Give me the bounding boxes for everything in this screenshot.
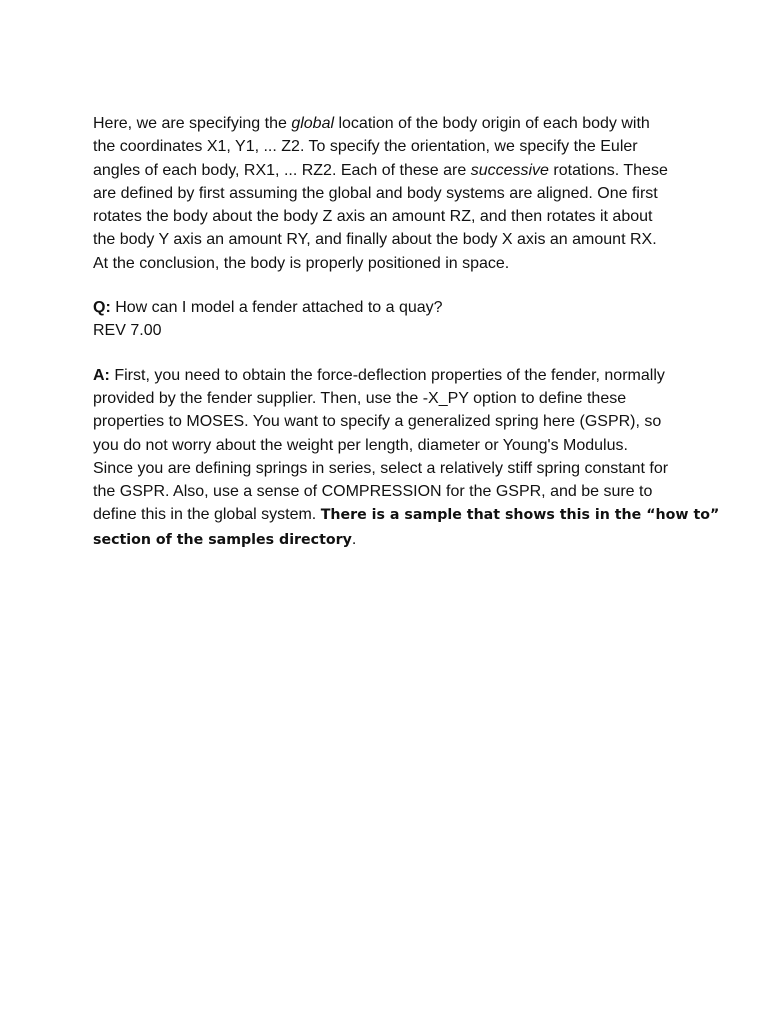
paragraph-line [93, 112, 693, 135]
answer-line: you do not worry about the weight per length, diameter or Young's Modulus. [93, 436, 628, 454]
sample-note: section of the samples directory [93, 531, 352, 548]
answer-line: provided by the fender supplier. Then, use the -X_PY option to define these [93, 389, 627, 407]
answer-line: Since you are defining springs in series, select a relatively stiff spring constant for [93, 459, 669, 477]
paragraph-line: are defined by first assuming the global and body systems are aligned. One first [93, 184, 658, 202]
answer-line: properties to MOSES. You want to specify a generalized spring here (GSPR), so [93, 413, 662, 431]
text-run: Here, we are specifying the [93, 115, 292, 132]
document-page [93, 112, 720, 552]
sample-note: There is a sample that shows this in the “how to” [320, 507, 720, 524]
answer-text: First, you need to obtain the force-deflection properties of the fender, normally [109, 366, 665, 384]
text-run: location of the body origin of each body with [334, 115, 650, 132]
answer-line [93, 528, 693, 552]
answer-text: define this in the global system. [93, 506, 321, 524]
text-run: rotations. These [548, 161, 668, 179]
paragraph-line: the coordinates X1, Y1, ... Z2. To specify the orientation, we specify the Euler [93, 138, 638, 156]
question-label: Q: [93, 299, 111, 317]
answer-text: . [351, 530, 357, 548]
emphasis-global: global [291, 115, 335, 132]
emphasis-successive: successive [470, 161, 549, 179]
text-run: angles of each body, RX1, ... RZ2. Each of these are [93, 161, 471, 179]
answer-line [93, 364, 693, 387]
paragraph-line: the body Y axis an amount RY, and finally about the body X axis an amount RX. [93, 231, 657, 249]
question-block [93, 296, 693, 343]
answer-line: the GSPR. Also, use a sense of COMPRESSION for the GSPR, and be sure to [93, 483, 653, 501]
answer-line [93, 503, 720, 527]
orientation-paragraph [93, 112, 693, 275]
question-text: How can I model a fender attached to a quay? [110, 299, 443, 317]
paragraph-line: At the conclusion, the body is properly positioned in space. [93, 254, 510, 272]
paragraph-line: rotates the body about the body Z axis an amount RZ, and then rotates it about [93, 208, 653, 226]
answer-label: A: [93, 366, 110, 384]
revision-line: REV 7.00 [93, 322, 162, 340]
answer-block [93, 364, 720, 552]
question-line [93, 296, 693, 319]
paragraph-line [93, 159, 693, 182]
